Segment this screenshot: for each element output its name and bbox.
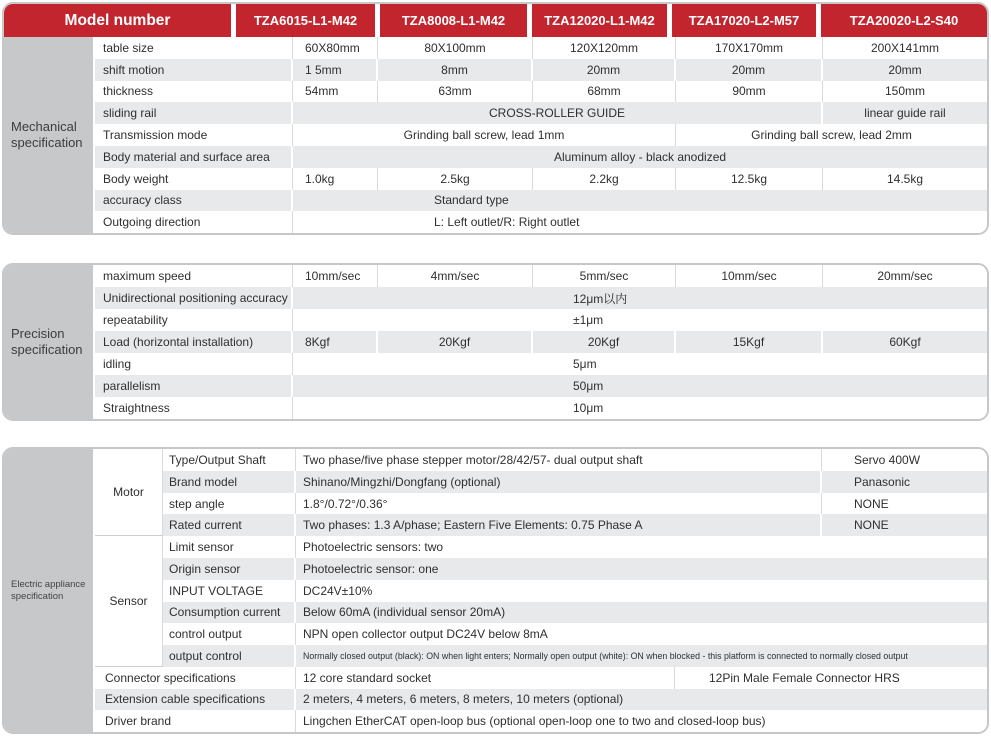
spec-value: Lingchen EtherCAT open-loop bus (optional open-loop one to two and closed-loop bus) [303, 714, 766, 729]
spec-value: 200X141mm [870, 40, 940, 55]
spec-label: Consumption current [163, 602, 296, 624]
spec-value: 12 core standard socket [296, 667, 675, 689]
motor-group [95, 449, 987, 536]
spec-value-merged: Grinding ball screw, lead 2mm [751, 128, 912, 143]
spec-value: 68mm [533, 81, 676, 103]
section-label-mechanical [4, 37, 95, 233]
row-driver-brand [95, 710, 987, 732]
model-name: TZA6015-L1-M42 [253, 13, 358, 28]
section-label-line: Electric appliance [11, 579, 86, 591]
model-header-tza12020 [532, 4, 667, 37]
model-name: TZA8008-L1-M42 [401, 13, 506, 28]
electric-appliance-specification-table [2, 447, 989, 734]
spec-value-right: Panasonic [854, 474, 911, 489]
spec-value: 8Kgf [293, 331, 378, 353]
spec-value: Below 60mA (individual sensor 20mA) [303, 605, 506, 620]
spec-value: 10mm/sec [293, 265, 378, 287]
spec-value: 80X100mm [378, 37, 533, 59]
spec-value: 60Kgf [889, 335, 921, 350]
section-label-line: Precision [11, 326, 65, 342]
spec-value: 5mm/sec [533, 265, 676, 287]
row-input-voltage [163, 580, 987, 602]
spec-value: NPN open collector output DC24V below 8mA [303, 627, 548, 642]
row-straightness [95, 397, 987, 419]
row-maximum-speed [95, 265, 987, 287]
model-name: TZA20020-L2-S40 [849, 13, 959, 28]
spec-label: Type/Output Shaft [163, 449, 296, 471]
spec-value: 2 meters, 4 meters, 6 meters, 8 meters, 10 meters (optional) [303, 692, 624, 707]
spec-value-merged: Grinding ball screw, lead 1mm [293, 124, 676, 146]
spec-value: 4mm/sec [378, 265, 533, 287]
spec-value-merged: 5μm [573, 357, 597, 372]
row-outgoing-direction [95, 211, 987, 233]
sensor-group [95, 536, 987, 667]
row-parallelism [95, 375, 987, 397]
spec-label: Rated current [163, 514, 296, 536]
sensor-group-label: Sensor [95, 536, 163, 667]
spec-label: output control [163, 645, 296, 667]
section-label-line: specification [11, 135, 83, 151]
spec-value: 63mm [378, 81, 533, 103]
model-number-label: Model number [64, 11, 171, 29]
spec-value: 10mm/sec [676, 265, 823, 287]
model-header-tza6015 [236, 4, 375, 37]
spec-value: 8mm [378, 59, 533, 81]
row-positioning-accuracy [95, 287, 987, 309]
row-repeatability [95, 309, 987, 331]
spec-value-merged: Standard type [434, 193, 509, 208]
electric-body [4, 449, 987, 732]
precision-rows [95, 265, 987, 419]
spec-value-merged: 50μm [573, 379, 604, 394]
row-table-size [95, 37, 987, 59]
spec-value: 15Kgf [676, 331, 823, 353]
spec-value: 1.0kg [293, 168, 378, 190]
mechanical-rows [95, 37, 987, 233]
spec-label: Load (horizontal installation) [95, 331, 293, 353]
spec-value: 20mm [533, 59, 676, 81]
spec-label: thickness [95, 81, 293, 103]
spec-label: maximum speed [95, 265, 293, 287]
spec-label: Brand model [163, 471, 296, 493]
section-label-electric [4, 449, 95, 732]
row-body-weight [95, 168, 987, 190]
motor-group-label: Motor [95, 449, 163, 536]
model-header-tza17020 [672, 4, 816, 37]
row-extension-cable [95, 689, 987, 711]
spec-value: DC24V±10% [303, 583, 373, 598]
section-label-line: specification [11, 590, 64, 602]
spec-value: linear guide rail [864, 106, 946, 121]
spec-label: shift motion [95, 59, 293, 81]
row-step-angle [163, 493, 987, 515]
spec-value: 20mm [676, 59, 823, 81]
row-shift-motion [95, 59, 987, 81]
spec-value: Two phases: 1.3 A/phase; Eastern Five Elements: 0.75 Phase A [296, 514, 822, 536]
precision-body [4, 265, 987, 419]
spec-label: Connector specifications [95, 667, 296, 689]
spec-label: Limit sensor [163, 536, 296, 558]
spec-label: Body weight [95, 168, 293, 190]
spec-value: Photoelectric sensors: two [303, 540, 444, 555]
spec-value-right: NONE [854, 518, 889, 533]
spec-value-merged: 10μm [573, 401, 604, 416]
spec-value: Photoelectric sensor: one [303, 561, 439, 576]
spec-value: 12.5kg [676, 168, 823, 190]
spec-value: Normally closed output (black): ON when light enters; Normally open output (white): ON when blocked - this platform is connected to normally closed output [303, 650, 908, 661]
spec-value: 2.5kg [378, 168, 533, 190]
section-label-line: Mechanical [11, 119, 77, 135]
spec-value: 54mm [293, 81, 378, 103]
spec-label: Unidirectional positioning accuracy [95, 287, 293, 309]
model-name: TZA17020-L2-M57 [688, 13, 800, 28]
section-label-line: specification [11, 342, 83, 358]
row-output-control [163, 645, 987, 667]
spec-value: 2.2kg [533, 168, 676, 190]
row-transmission-mode [95, 124, 987, 146]
spec-label: Extension cable specifications [95, 689, 296, 711]
spec-value: Shinano/Mingzhi/Dongfang (optional) [296, 471, 822, 493]
row-sliding-rail [95, 102, 987, 124]
spec-value: 90mm [676, 81, 823, 103]
row-connector-specifications [95, 667, 987, 689]
spec-label: Straightness [95, 397, 293, 419]
spec-value-merged: L: Left outlet/R: Right outlet [434, 215, 580, 230]
spec-value-merged: 12μm以内 [573, 291, 628, 306]
spec-value: 20Kgf [378, 331, 533, 353]
spec-value-merged: CROSS-ROLLER GUIDE [293, 102, 823, 124]
model-header-tza20020 [821, 4, 987, 37]
model-number-header [4, 4, 231, 37]
spec-value: Two phase/five phase stepper motor/28/42/57- dual output shaft [296, 449, 822, 471]
row-consumption-current [163, 602, 987, 624]
spec-value: 20mm/sec [877, 269, 933, 284]
row-limit-sensor [163, 536, 987, 558]
section-label-precision [4, 265, 95, 419]
spec-label: Transmission mode [95, 124, 293, 146]
spec-value: 20Kgf [533, 331, 676, 353]
spec-value-merged: ±1μm [573, 313, 604, 328]
mechanical-body [4, 37, 987, 233]
spec-label: INPUT VOLTAGE [163, 580, 296, 602]
spec-value-right: Servo 400W [854, 453, 921, 468]
row-load [95, 331, 987, 353]
spec-value: 1.8°/0.72°/0.36° [296, 493, 822, 515]
row-thickness [95, 81, 987, 103]
spec-label: table size [95, 37, 293, 59]
spec-label: Body material and surface area [95, 146, 293, 168]
row-accuracy-class [95, 190, 987, 212]
spec-label: Driver brand [95, 710, 296, 732]
spec-value: 1 5mm [293, 59, 378, 81]
spec-value: 150mm [884, 84, 925, 99]
row-body-material [95, 146, 987, 168]
spec-value: 14.5kg [886, 171, 924, 186]
spec-value-right: 12Pin Male Female Connector HRS [709, 670, 900, 685]
spec-label: Origin sensor [163, 558, 296, 580]
spec-value: 20mm [888, 62, 922, 77]
spec-value-merged: Aluminum alloy - black anodized [553, 149, 727, 164]
spec-label: sliding rail [95, 102, 293, 124]
spec-label: accuracy class [95, 190, 293, 212]
spec-label: Outgoing direction [95, 211, 293, 233]
spec-value: 170X170mm [676, 37, 823, 59]
electric-rows [95, 449, 987, 732]
row-control-output [163, 623, 987, 645]
spec-value: 120X120mm [533, 37, 676, 59]
row-brand-model [163, 471, 987, 493]
spec-label: step angle [163, 493, 296, 515]
model-header-row [4, 4, 987, 37]
spec-label: repeatability [95, 309, 293, 331]
row-origin-sensor [163, 558, 987, 580]
model-name: TZA12020-L1-M42 [544, 13, 655, 28]
spec-label: idling [95, 353, 293, 375]
row-rated-current [163, 514, 987, 536]
row-idling [95, 353, 987, 375]
spec-label: control output [163, 623, 296, 645]
spec-value: 60X80mm [293, 37, 378, 59]
spec-label: parallelism [95, 375, 293, 397]
model-header-tza8008 [380, 4, 527, 37]
precision-specification-table [2, 263, 989, 421]
spec-value-right: NONE [854, 496, 889, 511]
row-type-output-shaft [163, 449, 987, 471]
mechanical-specification-table [2, 2, 989, 235]
